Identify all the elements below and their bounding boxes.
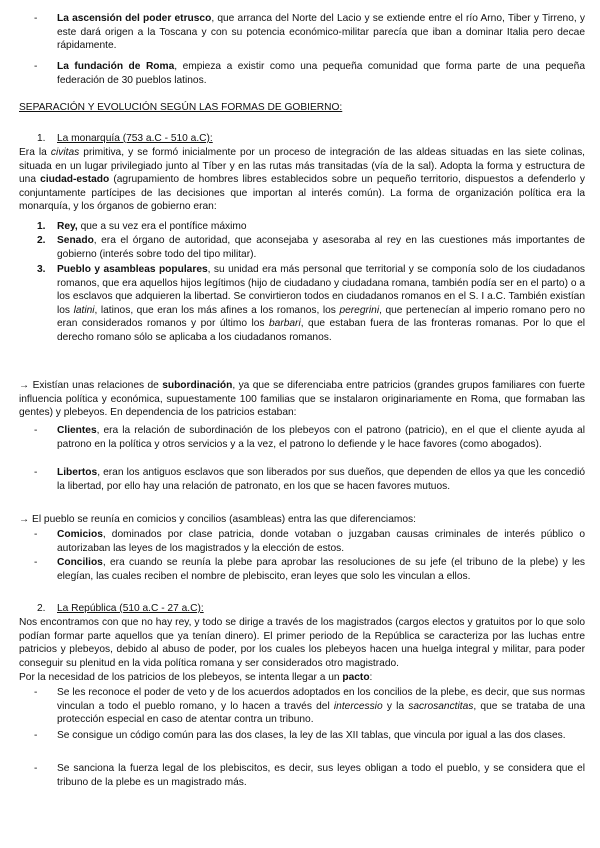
section-title: SEPARACIÓN Y EVOLUCIÓN SEGÚN LAS FORMAS DE GOBIERNO: (19, 102, 343, 113)
subordinacion-paragraph: → Existían unas relaciones de subordinación, ya que se diferenciaba entre patricios (grandes grupos familiares con fuerte influencia política y económica, supuestamente 100 familias que se instalaron originariamente en Roma, que formaban las gentes) y plebeyos. En dependencia de los patricios estaban: (19, 380, 585, 419)
bullet-dash: - (34, 687, 38, 698)
organo-rey: Rey, que a su vez era el pontífice máximo (57, 221, 247, 232)
intro-bullet-roma: La fundación de Roma, empieza a existir como una pequeña comunidad que forma parte de una pequeña federación de 30 pueblos latinos. (57, 61, 585, 86)
monarquia-paragraph: Era la civitas primitiva, y se formó inicialmente por un proceso de integración de las aldeas situadas en las siete colinas, situada en un lugar privilegiado junto al Tíber y en las rutas más transitadas (vía de la sal). Adopta la forma y estructura de una ciudad-estado (agrupamiento de hombres libres establecidos sobre un pequeño territorio, dispuestos a defenderlo y conjuntamente partícipes de las decisiones que importan al interés común). La forma de organización política era la monarquía, y los órganos de gobierno eran: (19, 147, 586, 213)
heading-number: 1. (37, 133, 46, 144)
comicios-intro: → El pueblo se reunía en comicios y concilios (asambleas) entra las que diferenciamos: (19, 514, 416, 525)
heading-number: 2. (37, 603, 46, 614)
organo-pueblo: Pueblo y asambleas populares, su unidad era más personal que territorial y se componía solo de los ciudadanos romanos, que era aquellos hijos legítimos (hijo de ciudadano y ciudadana romana, también podía ser en el parto) o a los esclavos que adquieren la libertad. Se convirtieron todos en ciudadanos romanos en el S. I a.C. También existían los latini, latinos, que eran los más afines a los romanos, los peregrini, que pertenecían al imperio romano pero no eran considerados romanos y por último los barbari, que estaban fuera de las fronteras romanas. Por lo que el derecho romano sólo se aplicaba a los ciudadanos romanos. (57, 264, 586, 343)
pacto-item-veto: Se les reconoce el poder de veto y de los acuerdos adoptados en los concilios de la plebe, es decir, que sus normas vinculan a todo el pueblo romano, y lo hacen a través del intercessio y la sacrosanctitas, que se trataba de una protección especial en caso de atentar contra un tribuno. (57, 687, 585, 726)
concilios-item: Concilios, era cuando se reunía la plebe para aprobar las resoluciones de su jefe (el tribuno de la plebe) y les elegían, las cuales reciben el nombre de plebiscito, eran leyes que solo les vinculan a ellos. (57, 557, 585, 582)
monarquia-heading: La monarquía (753 a.C - 510 a.C): (57, 133, 213, 144)
republica-heading: La República (510 a.C - 27 a.C): (57, 603, 204, 614)
bullet-dash: - (34, 557, 38, 568)
intro-bullet-etrusco: La ascensión del poder etrusco, que arranca del Norte del Lacio y se extiende entre el río Arno, Tiber y Tirreno, y este dará origen a la Toscana y con su potencia económico-militar parecía que iban a dominar Italia pero decae rápidamente. (57, 13, 585, 52)
pacto-paragraph: Por la necesidad de los patricios de los plebeyos, se intenta llegar a un pacto: (19, 672, 373, 683)
bullet-dash: - (34, 467, 38, 478)
bullet-dash: - (34, 529, 38, 540)
subordinacion-libertos: Libertos, eran los antiguos esclavos que son liberados por sus dueños, que dependen de ellos ya que les concedió la libertad, por ello hay una relación de patronato, en los que se hacen favores mutuos. (57, 467, 585, 492)
bullet-dash: - (34, 61, 38, 72)
organo-number: 2. (37, 235, 46, 246)
republica-paragraph: Nos encontramos con que no hay rey, y todo se dirige a través de los magistrados (cargos electos y gratuitos por lo que solo podían formar parte aquellos que ya tenían dinero). El primer periodo de la República se caracteriza por las luchas entre patricios y plebeyos, debido al abuso de poder, por los cuales los plebeyos hacen una huelga integral y militar, para poder conseguir su plenitud en la vida política romana y ser considerados otro magistrado. (19, 617, 585, 669)
bullet-dash: - (34, 730, 38, 741)
arrow-icon: → (19, 380, 30, 391)
organo-senado: Senado, era el órgano de autoridad, que aconsejaba y asesoraba al rey en las cuestiones más importantes de gobierno (interés sobre todo del tipo militar). (57, 235, 585, 260)
bullet-dash: - (34, 13, 38, 24)
pacto-item-plebiscitos: Se sanciona la fuerza legal de los plebiscitos, es decir, sus leyes obligan a todo el pueblo, y se considera que el tribuno de la plebe es un magistrado más. (57, 763, 585, 788)
pacto-item-xii-tablas: Se consigue un código común para las dos clases, la ley de las XII tablas, que vincula por igual a las dos clases. (57, 730, 566, 741)
comicios-item: Comicios, dominados por clase patricia, donde votaban o juzgaban causas criminales de interés público o autorizaban las leyes de los magistrados y la elección de estos. (57, 529, 585, 554)
bullet-dash: - (34, 763, 38, 774)
subordinacion-clientes: Clientes, era la relación de subordinación de los plebeyos con el patrono (patricio), en el que el cliente ayuda al patrono en la política y otros servicios y a la vez, el patrono lo defiende y le hace favores (como abogados). (57, 425, 585, 450)
organo-number: 3. (37, 264, 46, 275)
bullet-dash: - (34, 425, 38, 436)
organo-number: 1. (37, 221, 46, 232)
